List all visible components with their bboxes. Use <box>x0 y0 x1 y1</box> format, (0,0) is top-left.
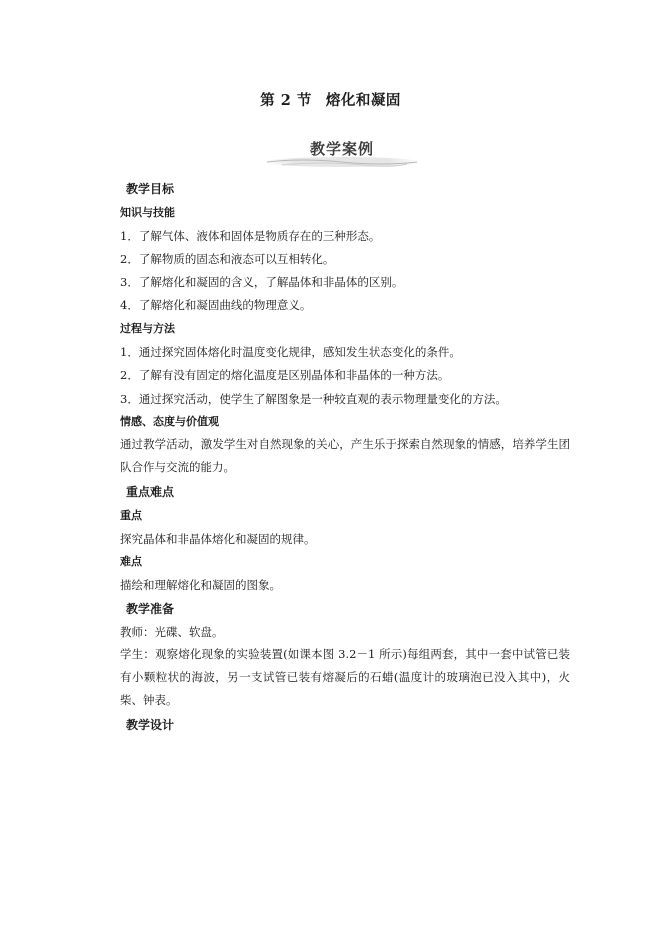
heading-process-methods: 过程与方法 <box>120 322 175 335</box>
knowledge-item-3: 3．了解熔化和凝固的含义，了解晶体和非晶体的区别。 <box>120 275 404 289</box>
process-item-1: 1．通过探究固体熔化时温度变化规律，感知发生状态变化的条件。 <box>120 345 461 359</box>
page-title <box>0 89 661 110</box>
knowledge-item-1: 1．了解气体、液体和固体是物质存在的三种形态。 <box>120 229 381 243</box>
heading-preparation: 教学准备 <box>126 602 175 616</box>
preparation-teacher: 教师：光碟、软盘。 <box>120 625 224 639</box>
difficulty-text: 描绘和理解熔化和凝固的图象。 <box>120 578 281 592</box>
knowledge-item-2: 2．了解物质的固态和液态可以互相转化。 <box>120 252 335 266</box>
section-name: 熔化和凝固 <box>325 92 401 109</box>
heading-focus: 重点 <box>120 509 142 522</box>
process-item-2: 2．了解有没有固定的熔化温度是区别晶体和非晶体的一种方法。 <box>120 368 450 382</box>
heading-attitude-values: 情感、态度与价值观 <box>120 415 219 428</box>
heading-knowledge-skills: 知识与技能 <box>120 206 175 219</box>
focus-text: 探究晶体和非晶体熔化和凝固的规律。 <box>120 532 316 546</box>
heading-key-points: 重点难点 <box>126 485 175 499</box>
heading-teaching-design: 教学设计 <box>126 718 175 732</box>
section-number: 第 2 节 <box>260 92 312 109</box>
knowledge-item-4: 4．了解熔化和凝固曲线的物理意义。 <box>120 298 312 312</box>
attitude-text: 通过教学活动，激发学生对自然现象的关心，产生乐于探索自然现象的情感，培养学生团队合作与交流的能力。 <box>120 437 570 474</box>
preparation-student: 学生：观察熔化现象的实验装置(如课本图 3.2－1 所示)每组两套，其中一套中试管已装有小颗粒状的海波，另一支试管已装有熔凝后的石蜡(温度计的玻璃泡已没入其中)，火柴、钟表。 <box>120 647 570 707</box>
banner-title: 教学案例 <box>309 140 374 158</box>
process-item-3: 3．通过探究活动，使学生了解图象是一种较直观的表示物理量变化的方法。 <box>120 392 507 406</box>
heading-teaching-goals: 教学目标 <box>126 182 175 196</box>
heading-difficulty: 难点 <box>120 555 142 568</box>
